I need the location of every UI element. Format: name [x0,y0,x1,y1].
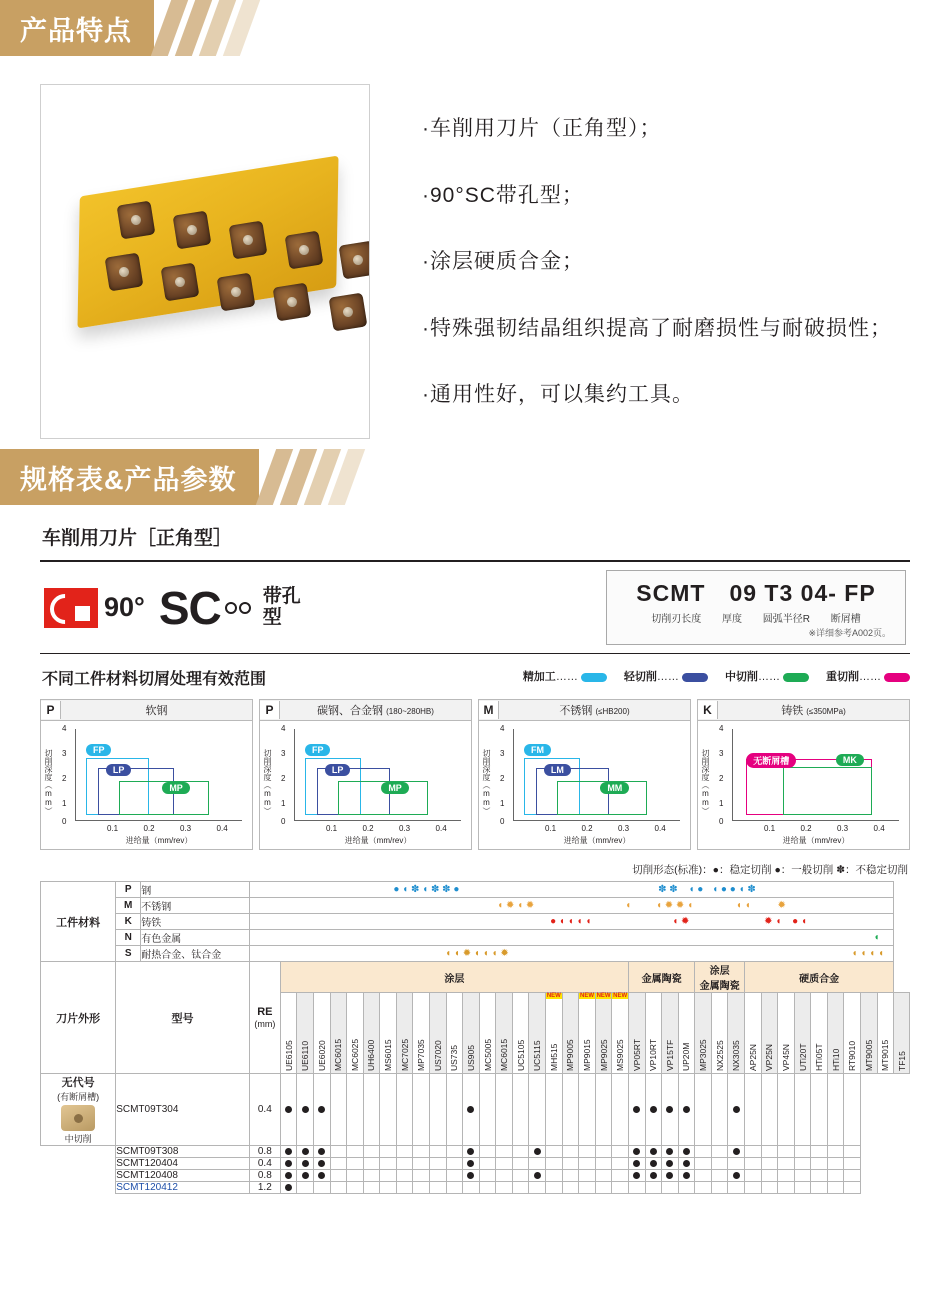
hole-type-line2: 孔 [281,585,301,607]
grade-column-header: UH6400 [363,993,380,1074]
model-label: 型号 [116,962,250,1074]
grade-column-header: MT9005 [861,993,878,1074]
feature-list [370,105,892,418]
grade-column-header: US905 [463,993,480,1074]
chart-zone-chip: MP [381,782,409,794]
table-row [41,1146,910,1158]
chart-zone-chip: MP [162,782,190,794]
new-badge: NEW [596,993,611,999]
designation-legend-item: 圆弧半径R [762,614,810,625]
legend-item-medium: 中切削…… [725,671,809,683]
designation-note: ※详细参考A002页。 [808,628,891,638]
product-code-row [40,560,910,654]
chart-group-code: K [698,701,718,719]
grade-column-header: UE6020 [313,993,330,1074]
chart-carbon-alloy-steel: P 碳钢、合金钢 (180~280HB) 切削深度（mm） 4 3 2 1 0 0.1 0.2 0.3 0.4 进给量（mm/rev） FP LP MP [259,699,472,850]
spec-sheet [0,523,950,1204]
legend-item-finish: 精加工…… [523,671,607,683]
model-cell: SCMT120408 [116,1170,250,1182]
material-name-S: 耐热合金、钛合金 [141,946,250,962]
material-row-symbols-S: ◖ ◖ ✹ ◖ ◖ ◖ ✹ ◖ ◖ ◖ ◖ [249,946,893,962]
table-row [41,1182,910,1194]
brand-mark-icon [44,588,98,628]
chart-row [40,699,910,850]
hole-word [282,587,301,629]
feature-item: ·特殊强韧结晶组织提高了耐磨损性与耐破损性； [422,316,892,340]
material-code-S: S [116,946,141,962]
designation-legend-item: 断屑槽 [830,614,861,625]
grade-column-header: NX2525 [711,993,728,1074]
table-row [41,1074,910,1146]
grade-column-header: MS6015 [380,993,397,1074]
grade-column-header: UE6105 [280,993,297,1074]
features-section [0,56,950,449]
grade-column-header: RT9010 [844,993,861,1074]
chart-zone-chip: LP [325,764,351,776]
table-row [41,1170,910,1182]
table-row [41,1158,910,1170]
grade-column-header: AP25N [744,993,761,1074]
grade-column-header: MC6015 [496,993,513,1074]
group-header-coating: 涂层 [280,962,628,993]
grade-column-header: UC5115 [529,993,546,1074]
new-badge: NEW [579,993,594,999]
grade-column-header: NEW MP9025 [595,993,612,1074]
materials-label: 工件材料 [41,882,116,962]
banner-slant-decoration-2 [259,449,355,505]
material-code-K: K [116,914,141,930]
product-photo [40,84,370,439]
grade-column-header: US7020 [430,993,447,1074]
series-label: SC [158,581,221,634]
hole-type-line3: 型 [262,606,282,628]
hole-icon [225,602,253,614]
re-cell: 1.2 [249,1182,280,1194]
chart-legend [509,668,910,684]
material-name-K: 铸铁 [141,914,250,930]
chart-y-label: 切削深度（mm） [44,749,53,815]
chart-group-code: P [41,701,61,719]
chart-zone-chip: FP [305,744,331,756]
shape-cell: 无代号 (有断屑槽) 中切削 [41,1074,116,1146]
grade-column-header: UP20M [678,993,695,1074]
new-badge: NEW [613,993,628,999]
chart-zone-chip: MK [836,754,864,766]
re-cell: 0.4 [249,1074,280,1146]
specs-banner [0,449,950,505]
range-header [40,654,910,695]
feature-item: ·涂层硬质合金； [422,250,584,274]
chart-title: 碳钢、合金钢 (180~280HB) [317,705,434,717]
grade-column-header: UC5105 [512,993,529,1074]
chart-zone-chip: FP [86,744,112,756]
chart-x-label: 进给量（mm/rev） [782,836,850,845]
re-cell: 0.8 [249,1146,280,1158]
model-cell: SCMT09T304 [116,1074,250,1146]
grade-column-header: MP3025 [695,993,712,1074]
material-row-symbols-P: ● ◖ ✽ ◖ ✽ ✽ ● ✽ ✽ ◖ ● ◖ ● ● ◖ ✽ [249,882,893,898]
grade-column-header: HTi10 [827,993,844,1074]
chart-zone-chip: 无断屑槽 [746,753,796,768]
re-label: RE (mm) [249,962,280,1074]
designation-legend-item: 厚度 [721,614,742,625]
new-badge: NEW [546,993,561,999]
table-row [41,930,910,946]
grade-column-header: MC7025 [396,993,413,1074]
material-code-N: N [116,930,141,946]
features-banner [0,0,950,56]
features-banner-title: 产品特点 [0,0,154,56]
grade-column-header: MC5005 [479,993,496,1074]
model-cell: SCMT09T308 [116,1146,250,1158]
grade-column-header: VP05RT [628,993,645,1074]
grade-column-header: NEW MP9015 [579,993,596,1074]
chart-group-code: M [479,701,499,719]
chart-title: 软钢 [145,705,168,717]
grade-column-header: US735 [446,993,463,1074]
grade-column-header: TF15 [894,993,910,1074]
chart-soft-steel: P 软钢 切削深度（mm） 4 3 2 1 0 0.1 0.2 0.3 0.4 进给量（mm/rev） FP LP MP [40,699,253,850]
insert-shape-icon [61,1105,95,1131]
designation-legend-item: 切削刃长度 [651,614,702,625]
banner-slant-decoration [154,0,250,56]
chart-zone-chip: LM [544,764,571,776]
chart-zone-chip: MM [600,782,629,794]
grade-column-header: VP25N [761,993,778,1074]
grade-column-header: NX3035 [728,993,745,1074]
grade-column-header: UTi20T [794,993,811,1074]
table-row [41,962,910,993]
legend-item-light: 轻切削…… [624,671,708,683]
shape-label: 刀片外形 [41,962,116,1074]
specs-banner-title: 规格表&产品参数 [0,449,259,505]
chart-y-label: 切削深度（mm） [482,749,491,815]
grade-column-header: MP7035 [413,993,430,1074]
chart-group-code: P [260,701,280,719]
legend-item-heavy: 重切削…… [826,671,910,683]
feature-item: ·90°SC带孔型； [422,183,584,207]
material-row-symbols-M: ◖ ✹ ◖ ✹ ◖ ◖ ✹ ✹ ◖ ◖ ◖ ✹ [249,898,893,914]
hole-type-line1: 带 [262,585,282,607]
chart-x-label: 进给量（mm/rev） [344,836,412,845]
chart-x-label: 进给量（mm/rev） [125,836,193,845]
grade-column-header: UE6110 [297,993,314,1074]
chart-title: 不锈钢 (≤HB200) [559,705,630,717]
hole-type-label [263,587,282,629]
re-cell: 0.4 [249,1158,280,1170]
table-row [41,882,910,898]
chart-zone-chip: LP [106,764,132,776]
grade-column-header: NEW MH515 [546,993,563,1074]
grade-column-header: MC6015 [330,993,347,1074]
grade-column-header: VP45N [778,993,795,1074]
chart-title: 铸铁 (≤350MPa) [781,705,846,717]
group-header-carbide: 硬质合金 [744,962,893,993]
grade-column-header: NEW MS9025 [612,993,629,1074]
chart-y-label: 切削深度（mm） [701,749,710,815]
chart-x-label: 进给量（mm/rev） [563,836,631,845]
material-name-N: 有色金属 [141,930,250,946]
material-code-P: P [116,882,141,898]
material-code-M: M [116,898,141,914]
grade-column-header: MT9015 [877,993,894,1074]
sheet-title: 车削用刀片［正角型］ [42,528,233,549]
model-cell: SCMT120412 [116,1182,250,1194]
angle-label: 90° [104,592,145,622]
group-header-coated-cermet: 涂层 金属陶瓷 [695,962,745,993]
table-row [41,914,910,930]
cutting-mode-note: 切削形态(标准)：●：稳定切削 ●：一般切削 ✽：不稳定切削 [632,864,908,876]
range-title: 不同工件材料切屑处理有效范围 [42,671,267,688]
grade-selection-table [40,881,910,1194]
grade-column-header: MP9005 [562,993,579,1074]
material-name-P: 钢 [141,882,250,898]
grade-column-header: HTi05T [811,993,828,1074]
grade-column-header: MC6025 [347,993,364,1074]
re-cell: 0.8 [249,1170,280,1182]
chart-cast-iron: K 铸铁 (≤350MPa) 切削深度（mm） 4 3 2 1 0 0.1 0.2 0.3 0.4 进给量（mm/rev） 无断屑槽 MK [697,699,910,850]
feature-item: ·通用性好，可以集约工具。 [422,383,694,407]
grade-column-header: VP10RT [645,993,662,1074]
feature-item: ·车削用刀片（正角型）； [422,117,662,140]
material-name-M: 不锈钢 [141,898,250,914]
chart-stainless: M 不锈钢 (≤HB200) 切削深度（mm） 4 3 2 1 0 0.1 0.2 0.3 0.4 进给量（mm/rev） FM LM MM [478,699,691,850]
chart-y-label: 切削深度（mm） [263,749,272,815]
designation-box [606,570,906,645]
chart-zone-chip: FM [524,744,551,756]
model-cell: SCMT120404 [116,1158,250,1170]
grade-column-header: VP15TF [662,993,679,1074]
material-row-symbols-N: ◖ [249,930,893,946]
material-row-symbols-K: ● ◖ ◖ ◖ ◖ ◖ ✹ ✹ ◖ ● ◖ [249,914,893,930]
table-row [41,898,910,914]
table-row [41,946,910,962]
designation-code: SCMT 09 T3 04- FP [636,580,876,606]
designation-legend [621,610,891,625]
group-header-cermet: 金属陶瓷 [628,962,694,993]
